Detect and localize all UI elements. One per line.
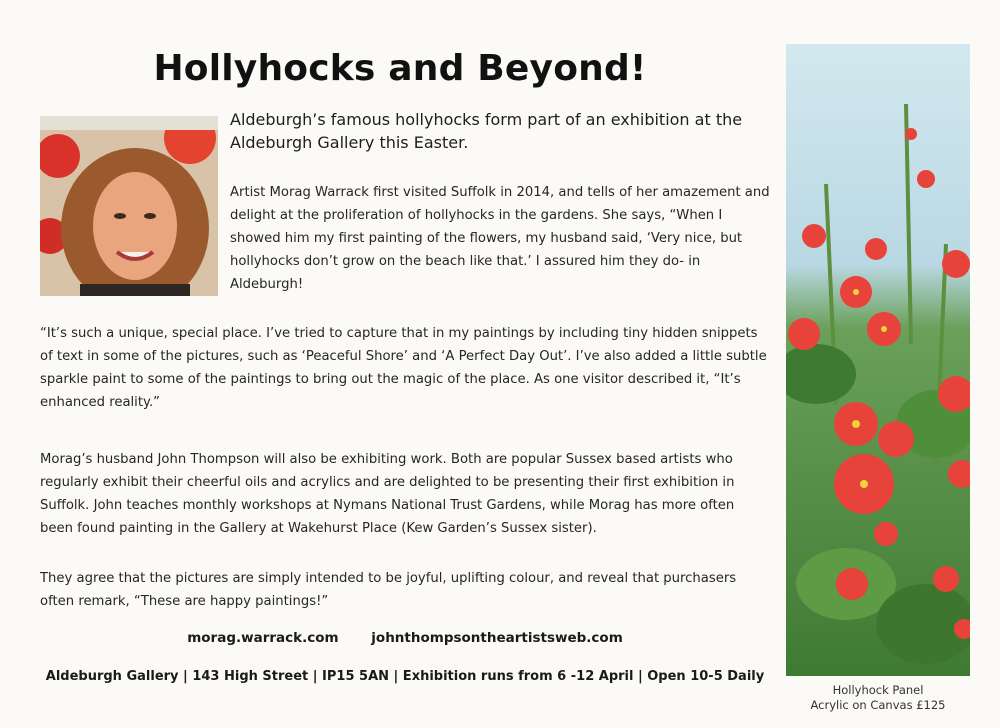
body-paragraph-3: Morag’s husband John Thompson will also be exhibiting work. Both are popular Sussex based artists who regularly exhibit their cheerful oils and acrylics and are delighted to be presenting their first exhibition in Suffolk. John teaches monthly workshops at Nymans National Trust Gardens, while Morag has more often been found painting in the Gallery at Wakehurst Place (Kew Garden’s Sussex sister). [40,452,735,536]
panel-caption [786,683,970,713]
body-paragraph-4: They agree that the pictures are simply intended to be joyful, uplifting colour, and reveal that purchasers often remark, “These are happy paintings!” [40,571,737,609]
john-website-link[interactable]: johnthompsontheartistsweb.com [371,630,623,646]
exhibition-details-footer: Aldeburgh Gallery | 143 High Street | IP15 5AN | Exhibition runs from 6 -12 April | Open 10-5 Daily [45,669,765,684]
website-links [40,630,770,646]
lead-paragraph: Aldeburgh’s famous hollyhocks form part of an exhibition at the Aldeburgh Gallery this Easter. [230,110,743,152]
hollyhock-panel-image [786,44,970,676]
body-paragraph-1: Artist Morag Warrack first visited Suffolk in 2014, and tells of her amazement and delight at the proliferation of hollyhocks in the gardens. She says, “When I showed him my first painting of the flowers, my husband said, ‘Very nice, but hollyhocks don’t grow on the beach like that.’ I assured him they do- in Aldeburgh! [230,185,770,292]
panel-caption-title: Hollyhock Panel [832,683,924,697]
morag-website-link[interactable]: morag.warrack.com [187,630,339,646]
body-paragraph-2: “It’s such a unique, special place. I’ve tried to capture that in my paintings by including tiny hidden snippets of text in some of the pictures, such as ‘Peaceful Shore’ and ‘A Perfect Day Out’. I’ve also added a little subtle sparkle paint to some of the paintings to bring out the magic of the place. As one visitor described it, “It’s enhanced reality.” [40,326,767,410]
artist-portrait-image [40,116,218,296]
page-title: Hollyhocks and Beyond! [153,48,647,89]
panel-caption-details: Acrylic on Canvas £125 [810,698,946,712]
